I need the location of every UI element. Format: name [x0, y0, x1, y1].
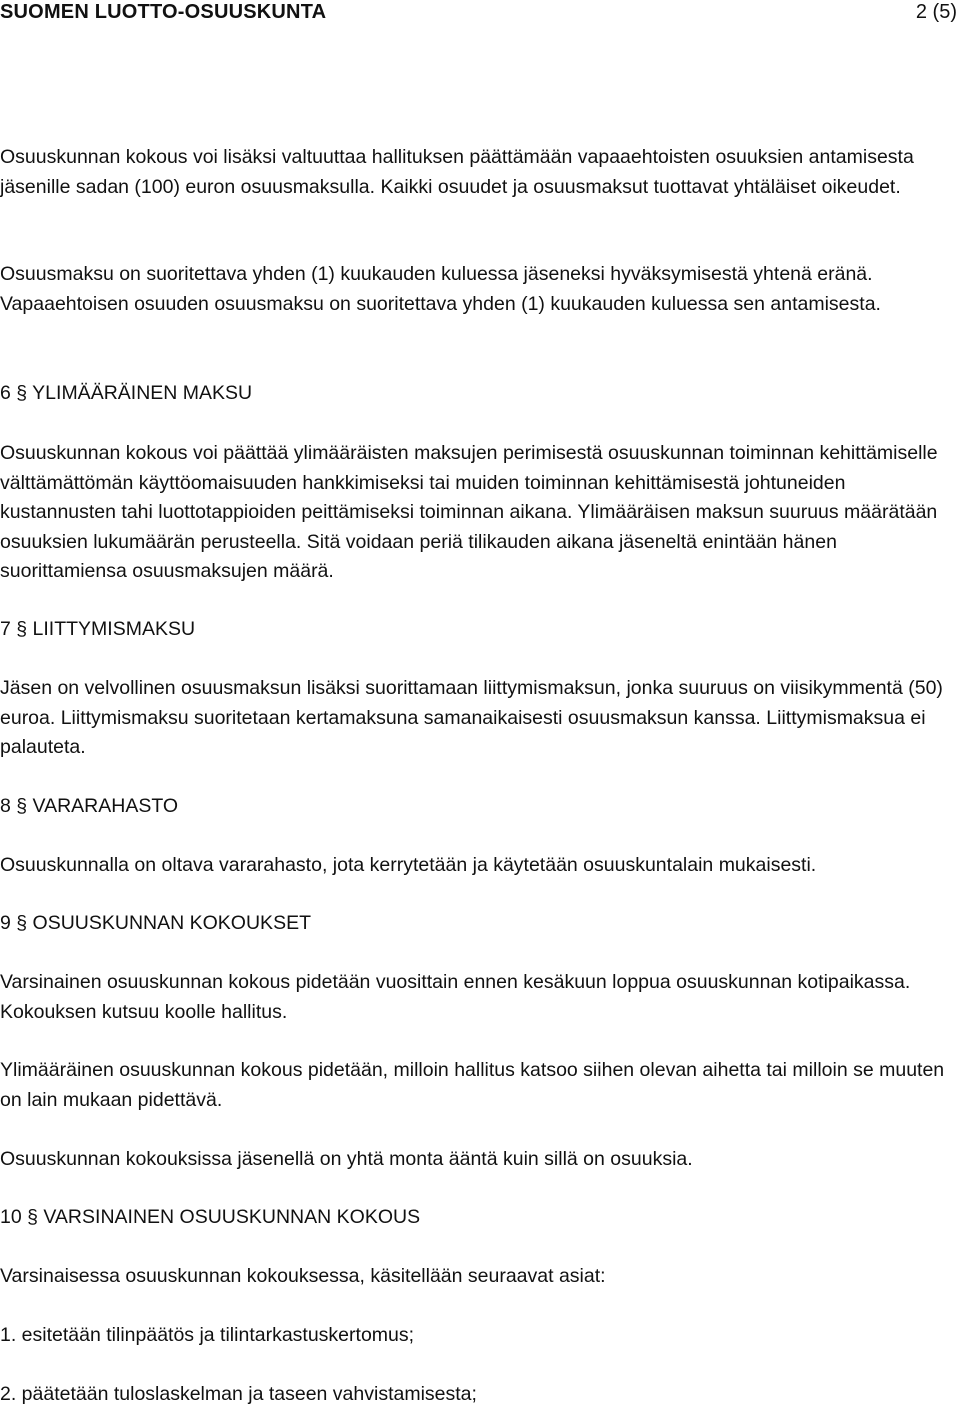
- section-6-heading: 6 § YLIMÄÄRÄINEN MAKSU: [0, 382, 253, 404]
- paragraph-voluntary-shares: Osuuskunnan kokous voi lisäksi valtuuttaa hallituksen päättämään vapaaehtoisten osuuksien antamisesta jäsenille sadan (100) euron osuusmaksulla. Kaikki osuudet ja osuusmaksut tuottavat yhtäläiset oikeudet.: [0, 146, 914, 198]
- organization-name: SUOMEN LUOTTO-OSUUSKUNTA: [0, 1, 327, 23]
- paragraph-share-payment: Osuusmaksu on suoritettava yhden (1) kuukauden kuluessa jäseneksi hyväksymisestä yhtenä eränä. Vapaaehtoisen osuuden osuusmaksu on suoritettava yhden (1) kuukauden kuluessa sen antamisesta.: [0, 263, 881, 315]
- page-header: [0, 0, 960, 28]
- section-8-heading: 8 § VARARAHASTO: [0, 795, 179, 817]
- section-9-paragraph-extraordinary: Ylimääräinen osuuskunnan kokous pidetään, milloin hallitus katsoo siihen olevan aihetta tai milloin se muuten on lain mukaan pidettävä.: [0, 1059, 945, 1111]
- section-7-paragraph: Jäsen on velvollinen osuusmaksun lisäksi suorittamaan liittymismaksun, jonka suuruus on viisikymmentä (50) euroa. Liittymismaksu suoritetaan kertamaksuna samanaikaisesti osuusmaksun kanssa. Liittymismaksua ei palauteta.: [0, 677, 943, 758]
- section-9-heading: 9 § OSUUSKUNNAN KOKOUKSET: [0, 912, 311, 934]
- section-9-paragraph-annual: Varsinainen osuuskunnan kokous pidetään vuosittain ennen kesäkuun loppua osuuskunnan kotipaikassa. Kokouksen kutsuu koolle hallitus.: [0, 971, 911, 1023]
- section-6-paragraph: Osuuskunnan kokous voi päättää ylimääräisten maksujen perimisestä osuuskunnan toiminnan kehittämiselle välttämättömän käyttöomaisuuden hankkimiseksi tai muiden toiminnan kehittämisestä johtuneiden kustannusten tahi luottotappioiden peittämiseksi toiminnan aikana. Ylimääräisen maksun suuruus määrätään osuuksien lukumäärän perusteella. Sitä voidaan periä tilikauden aikana jäseneltä enintään hänen suorittamiensa osuusmaksujen määrä.: [0, 442, 938, 582]
- section-10-paragraph: Varsinaisessa osuuskunnan kokouksessa, käsitellään seuraavat asiat:: [0, 1265, 606, 1287]
- list-item: 2. päätetään tuloslaskelman ja taseen vahvistamisesta;: [0, 1383, 477, 1405]
- section-8-paragraph: Osuuskunnalla on oltava vararahasto, jota kerrytetään ja käytetään osuuskuntalain mukaisesti.: [0, 854, 817, 876]
- list-item: 1. esitetään tilinpäätös ja tilintarkastuskertomus;: [0, 1324, 415, 1346]
- page-number: 2 (5): [915, 1, 957, 23]
- section-10-heading: 10 § VARSINAINEN OSUUSKUNNAN KOKOUS: [0, 1206, 421, 1228]
- section-9-paragraph-votes: Osuuskunnan kokouksissa jäsenellä on yhtä monta ääntä kuin sillä on osuuksia.: [0, 1148, 693, 1170]
- section-7-heading: 7 § LIITTYMISMAKSU: [0, 618, 196, 640]
